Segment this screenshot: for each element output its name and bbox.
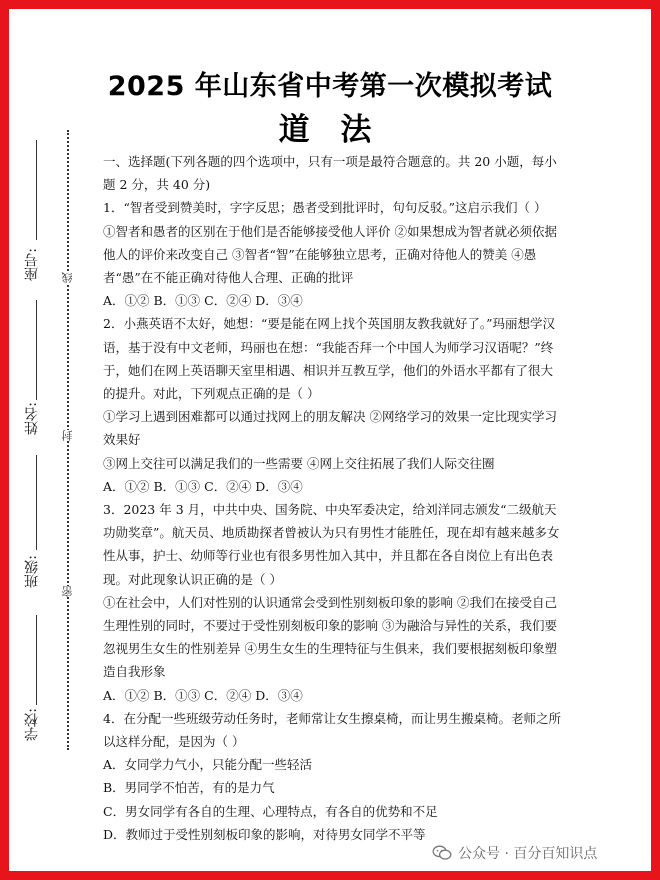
school-line	[36, 615, 37, 705]
question-1-options: A．①② B．①③ C．②④ D．③④	[103, 293, 303, 309]
class-label: 班级:	[24, 555, 40, 588]
watermark-text: 公众号 · 百分百知识点	[458, 846, 598, 862]
seal-mark-seal: 封	[61, 430, 74, 441]
question-2-options: A．①② B．①③ C．②④ D．③④	[103, 478, 303, 494]
question-4-choice-c: C．男女同学有各自的生理、心理特点，有各自的优势和不足	[103, 803, 438, 819]
section-heading: 一、选择题(下列各题的四个选项中，只有一项是最符合题意的。共 20 小题，每小题 2 分，共 40 分)	[103, 154, 557, 193]
name-label: 姓名:	[24, 402, 40, 435]
class-line	[36, 455, 37, 550]
watermark	[432, 840, 597, 866]
question-4-choice-b: B．男同学不怕苦，有的是力气	[103, 780, 275, 796]
school-label: 学校:	[24, 708, 40, 741]
question-1-stem: 1．“智者受到赞美时，字字反思；愚者受到批评时，句句反驳。”这启示我们（ ）	[103, 200, 547, 216]
question-1-items: ①智者和愚者的区别在于他们是否能够接受他人评价 ②如果想成为智者就必须依据他人的评价来改变自己 ③智者“智”在能够独立思考，正确对待他人的赞美 ④愚者“愚”在不能正确对待他人合理、正确的批评	[103, 223, 557, 286]
question-3-items: ①在社会中，人们对性别的认识通常会受到性别刻板印象的影响 ②我们在接受自己生理性别的同时，不要过于受性别刻板印象的影响 ③为融洽与异性的关系，我们要忽视男生女生的性别差异 ④男生女生的生理特征与生俱来，我们要根据刻板印象塑造自我形象	[103, 594, 557, 680]
question-4-choice-a: A．女同学力气小，只能分配一些轻活	[103, 757, 313, 773]
seal-mark-secret: 密	[61, 586, 74, 597]
question-2-item-a: ①学习上遇到困难都可以通过找网上的朋友解决 ②网络学习的效果一定比现实学习效果好	[103, 409, 557, 448]
exam-subject: 道 法	[278, 112, 382, 148]
exam-title: 2025 年山东省中考第一次模拟考试	[107, 71, 553, 102]
seal-mark-line: 线	[61, 272, 74, 283]
name-line	[36, 300, 37, 400]
wechat-icon	[432, 845, 452, 861]
question-2-stem: 2．小燕英语不太好，她想：“要是能在网上找个英国朋友教我就好了。”玛丽想学汉语，基于没有中文老师，玛丽也在想：“我能否拜一个中国人为师学习汉语呢？”终于，她们在网上英语聊天室里相遇、相识并互教互学，他们的外语水平都有了很大的提升。对此，下列观点正确的是（ ）	[103, 316, 555, 402]
question-3-options: A．①② B．①③ C．②④ D．③④	[103, 687, 303, 703]
seat-line	[36, 140, 37, 240]
question-4-choice-d: D．教师过于受性别刻板印象的影响，对待男女同学不平等	[103, 826, 426, 842]
question-3-stem: 3．2023 年 3 月，中共中央、国务院、中央军委决定，给刘洋同志颁发“二级航天功勋奖章”。航天员、地质勘探者曾被认为只有男性才能胜任，现在却有越来越多女性从事，护士、幼师等行业也有很多男性加入其中，并且都在各自岗位上有出色表现。对此现象认识正确的是（ ）	[103, 502, 560, 587]
seat-label: 座号:	[24, 248, 40, 281]
question-2-item-b: ③网上交往可以满足我们的一些需要 ④网上交往拓展了我们人际交往圈	[103, 455, 495, 471]
question-content	[103, 150, 565, 846]
question-4-stem: 4．在分配一些班级劳动任务时，老师常让女生擦桌椅，而让男生搬桌椅。老师之所以这样分配，是因为（ ）	[103, 710, 561, 750]
